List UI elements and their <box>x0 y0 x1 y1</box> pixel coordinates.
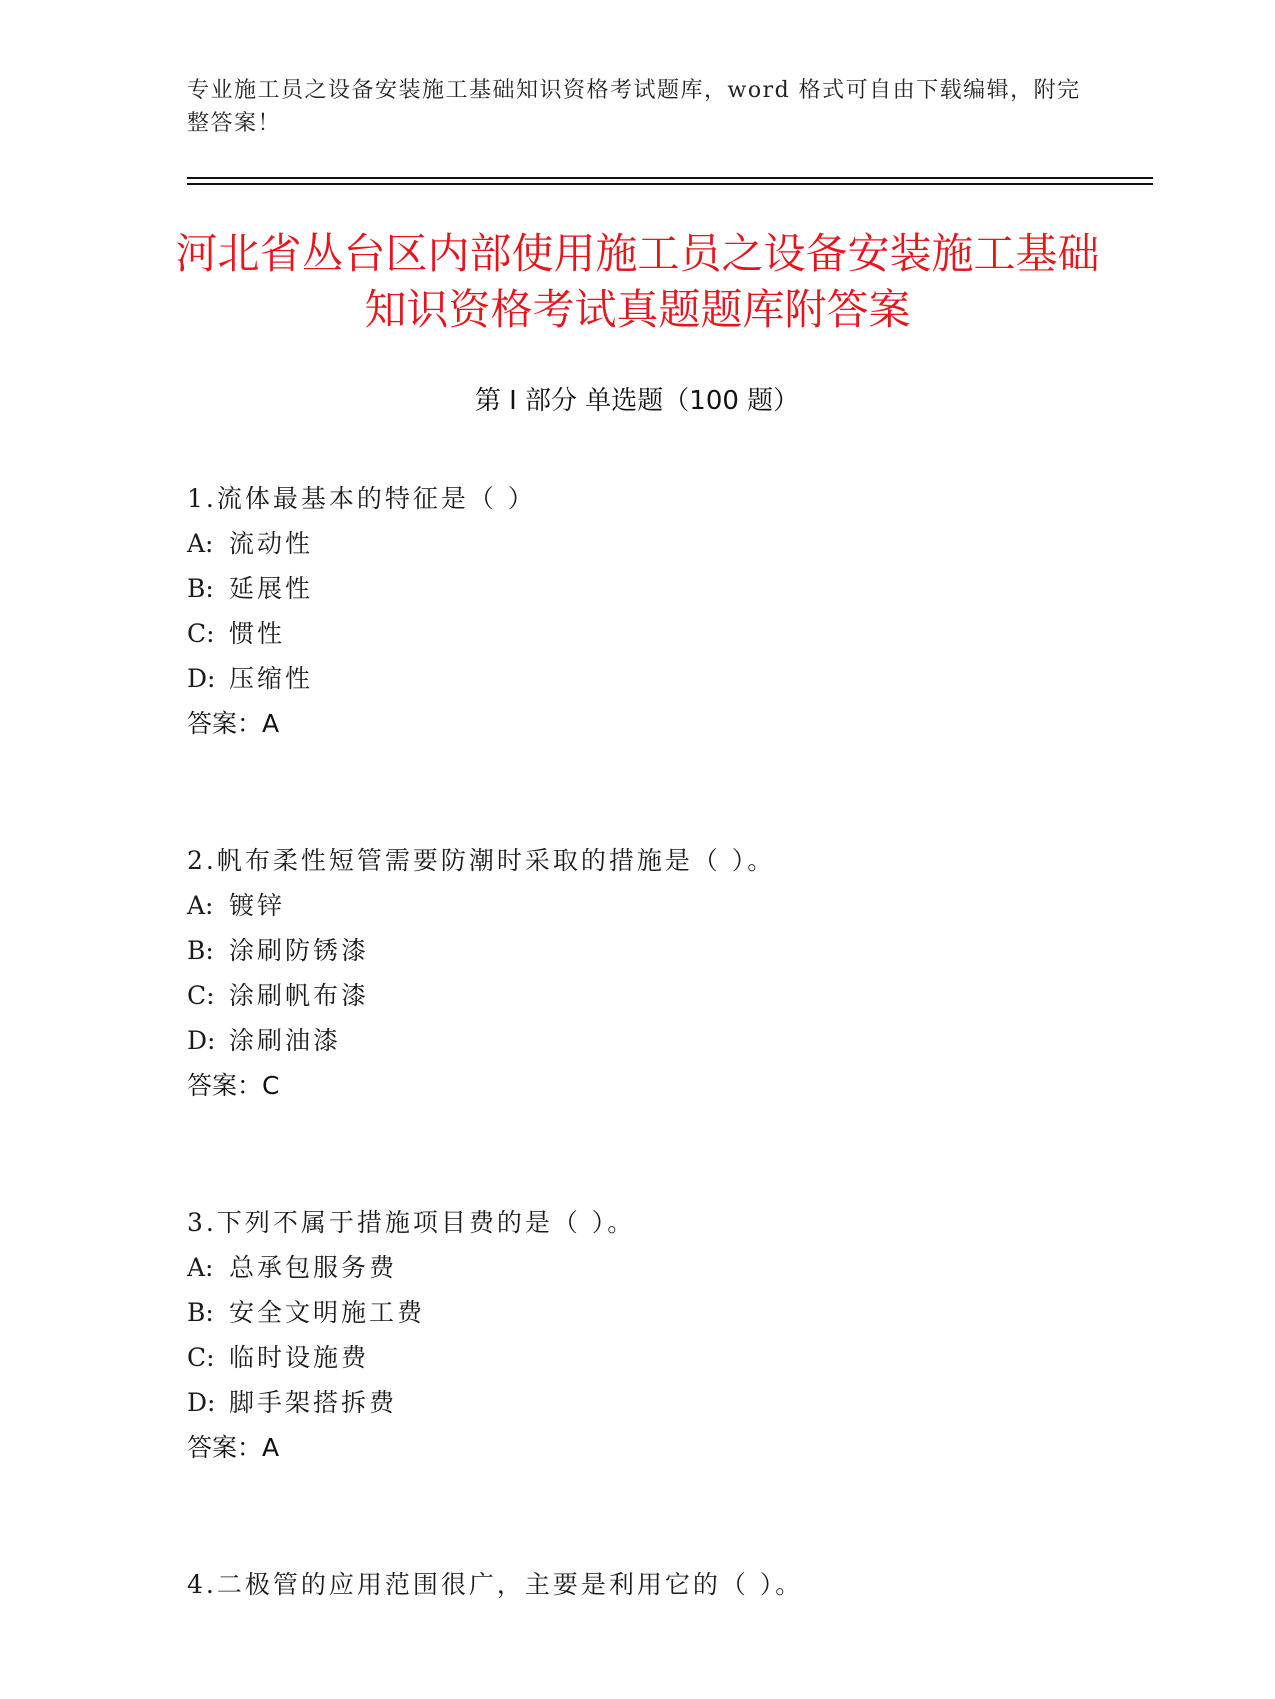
option-text: 压缩性 <box>229 664 314 693</box>
option-text: 涂刷防锈漆 <box>229 936 370 965</box>
section-title: 第 I 部分 单选题（100 题） <box>474 386 800 416</box>
option-text: 涂刷帆布漆 <box>229 981 370 1010</box>
question-text: 2.帆布柔性短管需要防潮时采取的措施是（ ）。 <box>187 846 776 875</box>
answer-line <box>187 701 1137 746</box>
answer-prefix: 答案： <box>187 1433 263 1462</box>
question-block <box>187 838 1137 1108</box>
option-item <box>187 928 1137 973</box>
option-item <box>187 521 1137 566</box>
option-item <box>187 1335 1137 1380</box>
option-text: 延展性 <box>229 574 314 603</box>
option-item <box>187 656 1137 701</box>
option-text: 安全文明施工费 <box>229 1298 426 1327</box>
option-label: D: <box>187 1026 216 1055</box>
option-item <box>187 1380 1137 1425</box>
option-label: C: <box>187 1343 215 1372</box>
option-text: 脚手架搭拆费 <box>229 1388 398 1417</box>
answer-value: A <box>262 709 280 738</box>
question-text: 3.下列不属于措施项目费的是（ ）。 <box>187 1208 636 1237</box>
answer-prefix: 答案： <box>187 709 263 738</box>
question-text: 4.二极管的应用范围很广，主要是利用它的（ ）。 <box>187 1570 804 1599</box>
answer-value: A <box>262 1433 280 1462</box>
question-block <box>187 1562 1137 1607</box>
option-item <box>187 883 1137 928</box>
option-label: A: <box>187 1253 214 1282</box>
option-text: 流动性 <box>229 529 314 558</box>
option-label: D: <box>187 1388 216 1417</box>
option-item <box>187 611 1137 656</box>
option-label: C: <box>187 619 215 648</box>
answer-prefix: 答案： <box>187 1071 263 1100</box>
option-item <box>187 1290 1137 1335</box>
question-block <box>187 476 1137 746</box>
option-label: D: <box>187 664 216 693</box>
option-item <box>187 1245 1137 1290</box>
option-text: 临时设施费 <box>229 1343 370 1372</box>
option-text: 总承包服务费 <box>229 1253 398 1282</box>
option-text: 镀锌 <box>229 891 286 920</box>
header-rule-top <box>187 177 1153 179</box>
document-title: 河北省丛台区内部使用施工员之设备安装施工基础知识资格考试真题题库附答案 <box>175 229 1100 334</box>
option-item <box>187 1018 1137 1063</box>
option-label: A: <box>187 529 214 558</box>
option-text: 惯性 <box>229 619 286 648</box>
header-note: 专业施工员之设备安装施工基础知识资格考试题库，word 格式可自由下载编辑，附完整答案！ <box>187 78 1081 136</box>
option-label: A: <box>187 891 214 920</box>
option-item <box>187 566 1137 611</box>
answer-line <box>187 1063 1137 1108</box>
header-rule-bottom <box>187 183 1153 185</box>
question-block <box>187 1200 1137 1470</box>
option-text: 涂刷油漆 <box>229 1026 342 1055</box>
option-label: B: <box>187 936 214 965</box>
question-text: 1.流体最基本的特征是（ ） <box>187 484 536 513</box>
option-label: B: <box>187 574 214 603</box>
answer-value: C <box>262 1071 280 1100</box>
option-item <box>187 973 1137 1018</box>
question-list <box>187 476 1137 1699</box>
option-label: C: <box>187 981 215 1010</box>
option-label: B: <box>187 1298 214 1327</box>
answer-line <box>187 1425 1137 1470</box>
